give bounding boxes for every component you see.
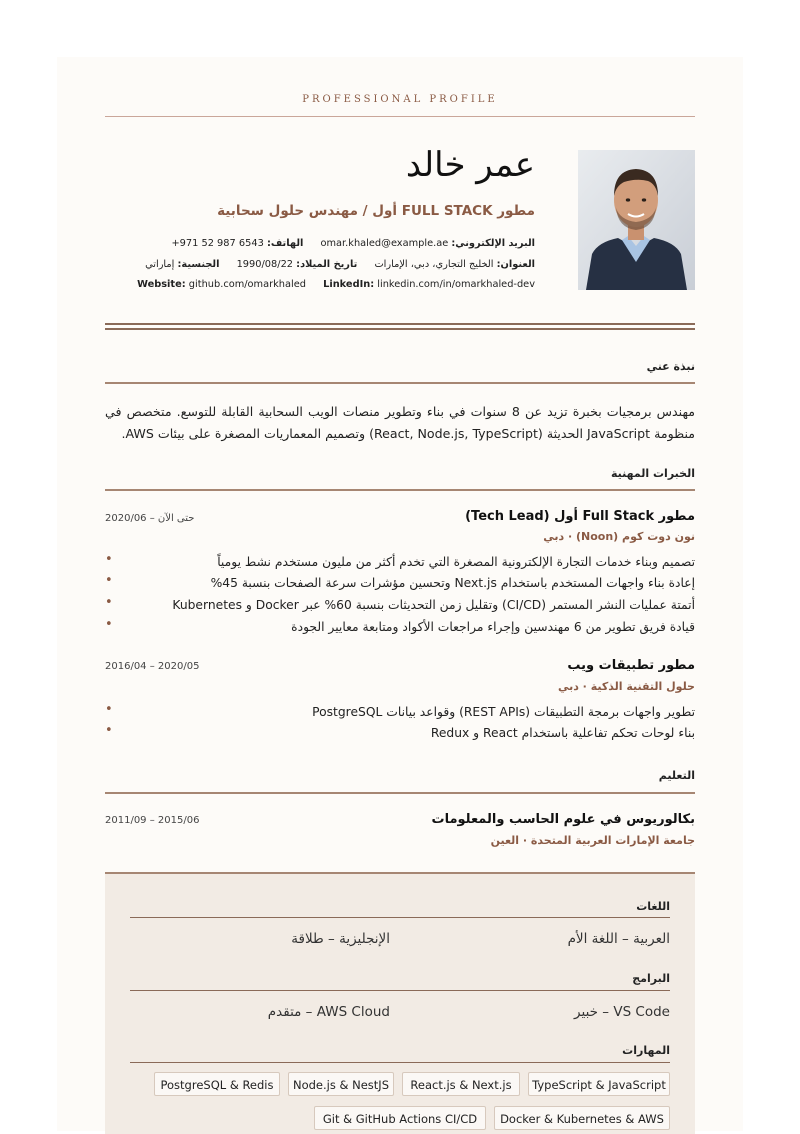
about-divider: [105, 382, 695, 384]
experience-heading: الخبرات المهنية: [610, 467, 695, 480]
degree-title: بكالوريوس في علوم الحاسب والمعلومات: [431, 812, 695, 827]
job-bullet: [105, 595, 695, 618]
software-heading: البرامج: [632, 972, 670, 985]
software-divider: [130, 990, 670, 991]
candidate-title: مطور FULL STACK أول / مهندس حلول سحابية: [217, 203, 535, 219]
education-heading: التعليم: [658, 769, 695, 782]
job-bullet: [105, 617, 695, 640]
bullet-dot-icon: •: [105, 723, 113, 738]
email-value[interactable]: omar.khaled@example.ae: [320, 238, 449, 249]
job-bullet: [105, 573, 695, 596]
school-name: جامعة الإمارات العربية المتحدة · العين: [490, 834, 695, 847]
skill-chip: Git & GitHub Actions CI/CD: [314, 1106, 486, 1130]
linkedin-link[interactable]: linkedin.com/in/omarkhaled-dev: [377, 279, 535, 290]
resume-page: [57, 57, 743, 1131]
website-label: Website:: [137, 279, 186, 290]
bullet-text: تصميم وبناء خدمات التجارة الإلكترونية المصغرة التي تخدم أكثر من مليون مستخدم نشط يومياً: [217, 555, 695, 569]
experience-divider: [105, 489, 695, 491]
languages-heading: اللغات: [636, 900, 670, 913]
profile-photo: [578, 150, 695, 290]
bullet-dot-icon: •: [105, 552, 113, 567]
job-bullet: [105, 723, 695, 746]
header-double-rule-top: [105, 323, 695, 325]
bullet-text: تطوير واجهات برمجة التطبيقات (REST APIs) وقواعد بيانات PostgreSQL: [312, 705, 695, 719]
language-item: الإنجليزية – طلاقة: [291, 931, 390, 947]
job-date: 2016/04 – 2020/05: [105, 661, 200, 672]
bullet-text: قيادة فريق تطوير من 6 مهندسين وإجراء مراجعات الأكواد ومتابعة معايير الجودة: [291, 620, 695, 634]
bullet-dot-icon: •: [105, 617, 113, 632]
job-bullet: [105, 552, 695, 575]
job-company: حلول التقنية الذكية · دبي: [557, 680, 695, 693]
candidate-name: عمر خالد: [405, 145, 535, 185]
email-label: البريد الإلكتروني:: [451, 238, 535, 249]
header-double-rule-bottom: [105, 328, 695, 330]
skills-panel: [105, 872, 695, 1134]
software-item: VS Code – خبير: [574, 1004, 670, 1020]
job-title: مطور Full Stack أول (Tech Lead): [465, 509, 695, 524]
languages-divider: [130, 917, 670, 918]
job-date: 2020/06 – حتى الآن: [105, 513, 195, 524]
skill-chip: React.js & Next.js: [402, 1072, 520, 1096]
profile-overline: PROFESSIONAL PROFILE: [302, 94, 498, 105]
bullet-text: أتمتة عمليات النشر المستمر (CI/CD) وتقليل زمن التحديثات بنسبة 60% عبر Docker و Kubernetes: [172, 598, 695, 612]
language-item: العربية – اللغة الأم: [567, 931, 670, 947]
software-item: AWS Cloud – متقدم: [267, 1004, 390, 1020]
address-value: الخليج التجاري، دبي، الإمارات: [374, 259, 494, 270]
nationality-value: إماراتي: [145, 259, 175, 270]
header-divider: [105, 116, 695, 117]
contact-line-3: [137, 279, 535, 290]
bullet-text: بناء لوحات تحكم تفاعلية باستخدام React و Redux: [430, 726, 695, 740]
phone-value: +971 52 987 6543: [171, 238, 264, 249]
skill-chip: Node.js & NestJS: [288, 1072, 394, 1096]
contact-line-1: [171, 238, 535, 249]
nationality-label: الجنسية:: [177, 259, 220, 270]
job-company: نون دوت كوم (Noon) · دبي: [543, 530, 695, 543]
about-heading: نبذة عني: [646, 360, 695, 373]
phone-label: الهاتف:: [266, 238, 304, 249]
person-portrait-icon: [578, 150, 695, 290]
about-text: مهندس برمجيات بخبرة تزيد عن 8 سنوات في بناء وتطوير منصات الويب السحابية القابلة للتوسع. متخصص في منظومة JavaScript الحديثة (React, Node.js, TypeScript) وتصميم المعماريات المصغرة على بيئات AWS.: [105, 404, 695, 441]
skill-chip: PostgreSQL & Redis: [154, 1072, 280, 1096]
website-link[interactable]: github.com/omarkhaled: [188, 279, 306, 290]
bullet-dot-icon: •: [105, 595, 113, 610]
job-bullet: [105, 702, 695, 725]
dob-value: 1990/08/22: [236, 259, 294, 270]
education-date: 2011/09 – 2015/06: [105, 815, 200, 826]
contact-line-2: [145, 259, 535, 270]
bullet-dot-icon: •: [105, 573, 113, 588]
bullet-text: إعادة بناء واجهات المستخدم باستخدام Next.js وتحسين مؤشرات سرعة الصفحات بنسبة 45%: [210, 576, 695, 590]
skills-heading: المهارات: [622, 1044, 670, 1057]
skill-chip: Docker & Kubernetes & AWS: [494, 1106, 670, 1130]
address-label: العنوان:: [496, 259, 535, 270]
dob-label: تاريخ الميلاد:: [296, 259, 358, 270]
skills-divider: [130, 1062, 670, 1063]
linkedin-label: LinkedIn:: [323, 279, 375, 290]
skill-chip: TypeScript & JavaScript: [528, 1072, 670, 1096]
job-title: مطور تطبيقات ويب: [567, 658, 695, 673]
education-divider: [105, 792, 695, 794]
bullet-dot-icon: •: [105, 702, 113, 717]
